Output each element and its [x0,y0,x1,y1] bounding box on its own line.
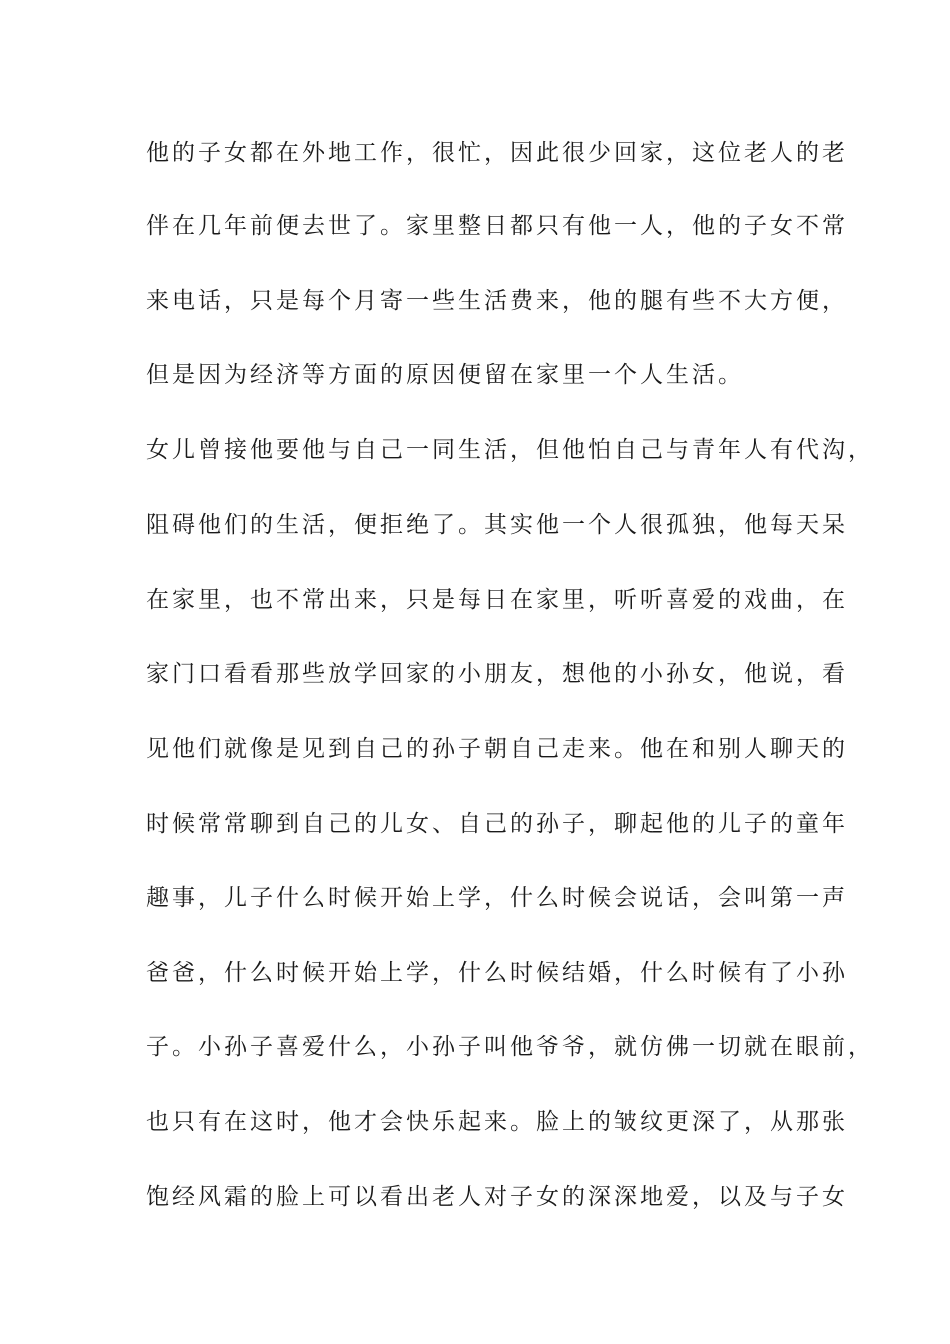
text-line: 趣事，儿子什么时候开始上学，什么时候会说话，会叫第一声 [146,885,848,911]
text-line: 但是因为经济等方面的原因便留在家里一个人生活。 [146,362,744,388]
text-line: 饱经风霜的脸上可以看出老人对子女的深深地爱，以及与子女 [146,1184,848,1210]
text-line: 伴在几年前便去世了。家里整日都只有他一人，他的子女不常 [146,213,848,239]
text-line: 子。小孙子喜爱什么，小孙子叫他爷爷，就仿佛一切就在眼前， [146,1034,874,1060]
text-line: 爸爸，什么时候开始上学，什么时候结婚，什么时候有了小孙 [146,960,848,986]
text-line: 也只有在这时，他才会快乐起来。脸上的皱纹更深了，从那张 [146,1109,848,1135]
text-line: 时候常常聊到自己的儿女、自己的孙子，聊起他的儿子的童年 [146,811,848,837]
text-line: 见他们就像是见到自己的孙子朝自己走来。他在和别人聊天的 [146,736,848,762]
text-line: 来电话，只是每个月寄一些生活费来，他的腿有些不大方便， [146,288,848,314]
text-line: 女儿曾接他要他与自己一同生活，但他怕自己与青年人有代沟， [146,437,874,463]
text-line: 他的子女都在外地工作，很忙，因此很少回家，这位老人的老 [146,140,848,166]
text-line: 家门口看看那些放学回家的小朋友，想他的小孙女，他说，看 [146,661,848,687]
text-line: 在家里，也不常出来，只是每日在家里，听听喜爱的戏曲，在 [146,587,848,613]
text-line: 阻碍他们的生活，便拒绝了。其实他一个人很孤独，他每天呆 [146,512,848,538]
